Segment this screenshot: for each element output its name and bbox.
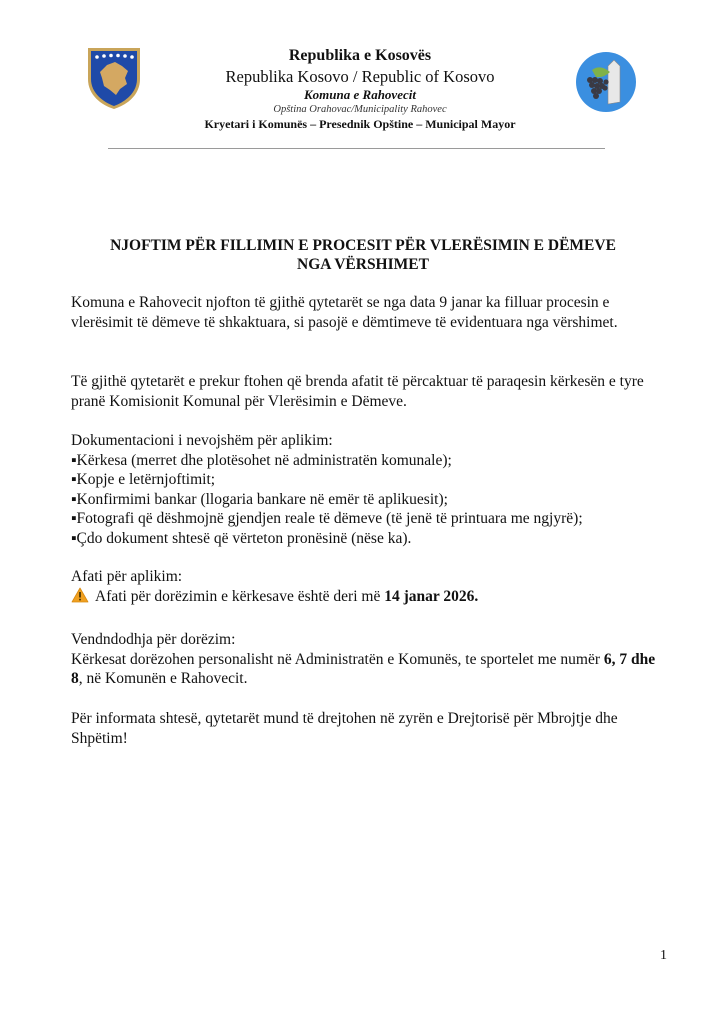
location-text-end: , në Komunën e Rahovecit. — [78, 670, 248, 687]
header-divider — [108, 148, 605, 149]
intro-paragraph: Komuna e Rahovecit njofton të gjithë qytetarët se nga data 9 janar ka filluar procesin e vlerësimit të dëmeve të shkaktuara, si pasojë e dëmtimeve të evidentuara nga vërshimet. — [71, 294, 618, 331]
letterhead-republic-multilingual: Republika Kosovo / Republic of Kosovo — [225, 67, 495, 86]
location-heading: Vendndodhja për dorëzim: — [71, 631, 236, 648]
location-text — [71, 650, 661, 689]
location-text-start: Kërkesat dorëzohen personalisht në Administratën e Komunës, te sportelet me numër — [71, 650, 604, 668]
documents-list-item: ▪Kopje e letërnjoftimit; — [71, 471, 216, 488]
intro-paragraph-block — [71, 293, 661, 332]
deadline-section — [71, 567, 661, 606]
documents-section — [71, 431, 661, 548]
invite-paragraph: Të gjithë qytetarët e prekur ftohen që brenda afatit të përcaktuar të paraqesin kërkesën e tyre pranë Komisionit Komunal për Vlerësimin e Dëmeve. — [71, 373, 644, 410]
closing-paragraph: Për informata shtesë, qytetarët mund të drejtohen në zyrën e Drejtorisë për Mbrojtje dhe Shpëtim! — [71, 710, 618, 747]
location-counters: 6, 7 dhe 8 — [71, 650, 656, 687]
deadline-date: 14 janar 2026. — [384, 587, 479, 605]
deadline-heading: Afati për aplikim: — [71, 568, 183, 585]
deadline-line — [71, 587, 661, 607]
notice-title-line-2: NGA VËRSHIMET — [297, 256, 429, 273]
warning-icon — [71, 587, 89, 603]
documents-list-item: ▪Fotografi që dëshmojnë gjendjen reale të dëmeve (të jenë të printuara me ngjyrë); — [71, 510, 583, 527]
rahovec-municipality-logo — [574, 50, 638, 114]
deadline-text: Afati për dorëzimin e kërkesave është deri më — [95, 587, 385, 605]
page-number: 1 — [660, 948, 667, 963]
letterhead-municipality: Komuna e Rahovecit — [304, 87, 416, 102]
documents-list-item: ▪Çdo dokument shtesë që vërteton pronësinë (nëse ka). — [71, 529, 412, 547]
documents-heading: Dokumentacioni i nevojshëm për aplikim: — [71, 432, 333, 449]
letterhead — [110, 46, 610, 132]
documents-list-item: ▪Konfirmimi bankar (llogaria bankare në emër të aplikuesit); — [71, 490, 448, 508]
letterhead-republic-albanian: Republika e Kosovës — [288, 47, 432, 64]
letterhead-office: Kryetari i Komunës – Presednik Opštine – Municipal Mayor — [204, 117, 516, 131]
closing-section — [71, 709, 661, 748]
invite-paragraph-block — [71, 372, 661, 411]
documents-list-item: ▪Kërkesa (merret dhe plotësohet në administratën komunale); — [71, 451, 452, 469]
notice-title-line-1: NJOFTIM PËR FILLIMIN E PROCESIT PËR VLERËSIMIN E DËMEVE — [110, 237, 616, 254]
letterhead-municipality-translation: Opština Orahovac/Municipality Rahovec — [273, 104, 447, 115]
location-section — [71, 630, 661, 689]
notice-title — [70, 236, 656, 274]
